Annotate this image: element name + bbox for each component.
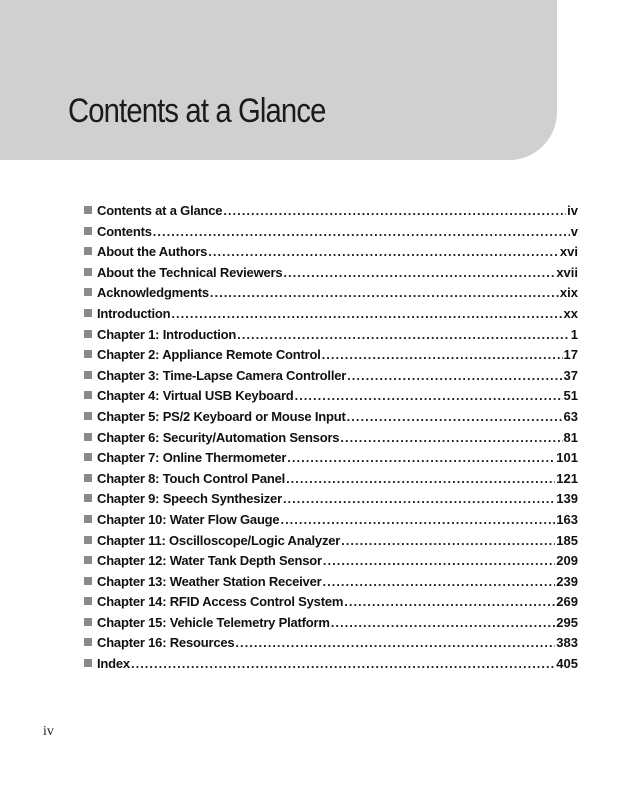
toc-entry[interactable] <box>84 285 578 306</box>
toc-entry-title: Index <box>97 656 130 672</box>
toc-entry-title: Chapter 5: PS/2 Keyboard or Mouse Input <box>97 408 346 424</box>
toc-entry[interactable] <box>84 471 578 492</box>
toc-entry-title: Contents at a Glance <box>97 203 223 218</box>
toc-entry[interactable] <box>84 347 578 368</box>
toc-entry[interactable] <box>84 203 578 224</box>
toc-entry-title: Introduction <box>97 305 171 321</box>
square-bullet-icon <box>84 515 92 523</box>
dot-leader <box>295 388 563 403</box>
toc-entry[interactable] <box>84 553 578 574</box>
toc-entry-page: 185 <box>556 532 578 548</box>
dot-leader <box>344 594 555 609</box>
toc-entry-page: 37 <box>563 367 578 383</box>
toc-entry-page: 51 <box>563 388 578 404</box>
dot-leader <box>235 635 555 650</box>
toc-entry-title: About the Authors <box>97 244 208 260</box>
toc-entry-page: 209 <box>556 553 578 569</box>
toc-entry-page: 101 <box>556 450 578 466</box>
square-bullet-icon <box>84 577 92 585</box>
square-bullet-icon <box>84 268 92 276</box>
dot-leader <box>322 347 563 362</box>
toc-entry-title: Chapter 1: Introduction <box>97 326 237 342</box>
toc-entry-title: Chapter 6: Security/Automation Sensors <box>97 429 340 445</box>
toc-entry[interactable] <box>84 244 578 265</box>
toc-entry[interactable] <box>84 306 578 327</box>
dot-leader <box>341 533 555 548</box>
square-bullet-icon <box>84 309 92 317</box>
square-bullet-icon <box>84 536 92 544</box>
dot-leader <box>322 574 555 589</box>
dot-leader <box>153 224 570 239</box>
header-band <box>0 0 557 160</box>
toc-entry[interactable] <box>84 327 578 348</box>
toc-entry-title: Contents <box>97 223 152 239</box>
toc-entry-title: Chapter 4: Virtual USB Keyboard <box>97 388 294 404</box>
toc-entry[interactable] <box>84 533 578 554</box>
toc-entry-title: Chapter 7: Online Thermometer <box>97 450 287 466</box>
toc-entry[interactable] <box>84 491 578 512</box>
toc-entry[interactable] <box>84 656 578 677</box>
toc-entry-title: Chapter 13: Weather Station Receiver <box>97 573 322 589</box>
toc-entry-page: 383 <box>556 635 578 651</box>
toc-entry-title: Chapter 2: Appliance Remote Control <box>97 347 321 363</box>
toc-entry-page: 405 <box>556 656 578 672</box>
square-bullet-icon <box>84 659 92 667</box>
square-bullet-icon <box>84 618 92 626</box>
square-bullet-icon <box>84 247 92 255</box>
toc-entry-page: 269 <box>556 594 578 610</box>
dot-leader <box>287 450 555 465</box>
toc-entry[interactable] <box>84 409 578 430</box>
toc-entry-page: 1 <box>570 326 578 342</box>
toc-entry-title: Chapter 12: Water Tank Depth Sensor <box>97 553 322 569</box>
toc-entry[interactable] <box>84 615 578 636</box>
toc-entry-page: 163 <box>556 511 578 527</box>
toc-entry-title: Chapter 16: Resources <box>97 635 235 651</box>
toc-entry-title: Chapter 11: Oscilloscope/Logic Analyzer <box>97 532 341 548</box>
square-bullet-icon <box>84 412 92 420</box>
toc-entry[interactable] <box>84 574 578 595</box>
dot-leader <box>283 491 555 506</box>
dot-leader <box>237 327 570 342</box>
toc-entry[interactable] <box>84 450 578 471</box>
toc-entry-page: xix <box>559 285 578 301</box>
toc-entry[interactable] <box>84 368 578 389</box>
toc-entry[interactable] <box>84 594 578 615</box>
toc-entry-page: 63 <box>563 408 578 424</box>
dot-leader <box>171 306 562 321</box>
dot-leader <box>347 409 563 424</box>
square-bullet-icon <box>84 453 92 461</box>
square-bullet-icon <box>84 638 92 646</box>
toc-entry[interactable] <box>84 512 578 533</box>
dot-leader <box>347 368 562 383</box>
toc-entry-page: xx <box>563 305 578 321</box>
dot-leader <box>223 203 566 218</box>
square-bullet-icon <box>84 206 92 214</box>
square-bullet-icon <box>84 474 92 482</box>
square-bullet-icon <box>84 494 92 502</box>
dot-leader <box>210 285 559 300</box>
dot-leader <box>340 430 562 445</box>
square-bullet-icon <box>84 433 92 441</box>
square-bullet-icon <box>84 288 92 296</box>
toc-entry-page: v <box>570 223 578 239</box>
table-of-contents <box>84 203 578 677</box>
toc-entry[interactable] <box>84 265 578 286</box>
toc-entry[interactable] <box>84 224 578 245</box>
toc-entry-page: 139 <box>556 491 578 507</box>
dot-leader <box>286 471 555 486</box>
toc-entry-page: iv <box>567 203 578 218</box>
square-bullet-icon <box>84 556 92 564</box>
toc-entry-page: xvii <box>556 264 578 280</box>
toc-entry-page: 239 <box>556 573 578 589</box>
dot-leader <box>283 265 555 280</box>
page-number: iv <box>43 724 54 739</box>
toc-entry-page: xvi <box>559 244 578 260</box>
dot-leader <box>323 553 555 568</box>
toc-entry-title: Chapter 10: Water Flow Gauge <box>97 511 280 527</box>
toc-entry-title: Chapter 14: RFID Access Control System <box>97 594 344 610</box>
toc-entry-title: Chapter 8: Touch Control Panel <box>97 470 286 486</box>
toc-entry-title: About the Technical Reviewers <box>97 264 283 280</box>
square-bullet-icon <box>84 391 92 399</box>
toc-entry[interactable] <box>84 635 578 656</box>
square-bullet-icon <box>84 330 92 338</box>
square-bullet-icon <box>84 597 92 605</box>
dot-leader <box>131 656 555 671</box>
toc-entry-page: 17 <box>563 347 578 363</box>
square-bullet-icon <box>84 227 92 235</box>
toc-entry-title: Chapter 9: Speech Synthesizer <box>97 491 282 507</box>
dot-leader <box>208 244 559 259</box>
dot-leader <box>280 512 555 527</box>
toc-entry-title: Chapter 15: Vehicle Telemetry Platform <box>97 614 330 630</box>
page-title: Contents at a Glance <box>68 92 326 130</box>
toc-entry-page: 81 <box>563 429 578 445</box>
toc-entry[interactable] <box>84 388 578 409</box>
toc-entry-title: Acknowledgments <box>97 285 209 301</box>
dot-leader <box>331 615 556 630</box>
toc-entry-page: 121 <box>556 470 578 486</box>
square-bullet-icon <box>84 371 92 379</box>
toc-entry-page: 295 <box>556 614 578 630</box>
toc-entry[interactable] <box>84 430 578 451</box>
toc-entry-title: Chapter 3: Time-Lapse Camera Controller <box>97 367 347 383</box>
square-bullet-icon <box>84 350 92 358</box>
